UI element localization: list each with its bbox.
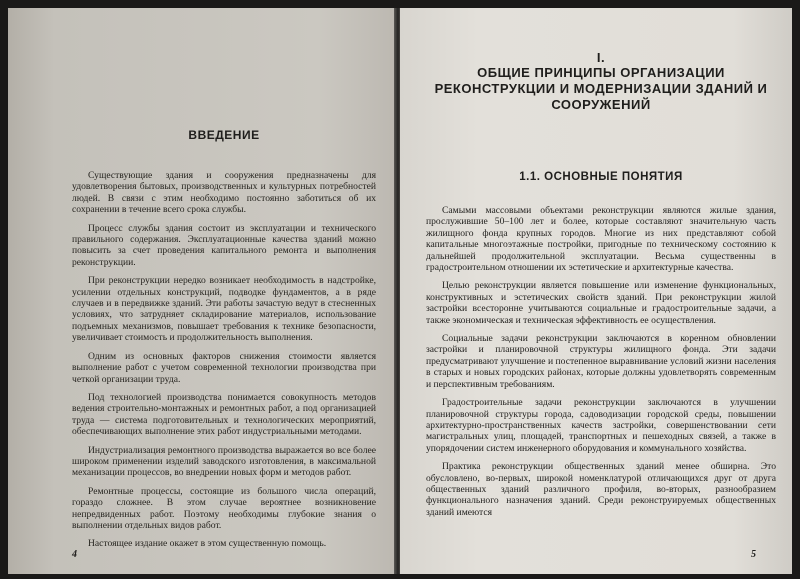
page-number-left: 4 <box>72 549 77 560</box>
left-paragraph-2: Процесс службы здания состоит из эксплуатации и технического правильного содержания. Эксплуатационные качества зданий можно повысить за счет проведения капитального ремонта и выполнения реконструкции. <box>72 222 376 268</box>
left-paragraph-7: Ремонтные процессы, состоящие из большого числа операций, гораздо сложнее. В этом случае вероятнее возникновение непредвиденных работ. Поэтому необходимы глубокие знания о выполнении отдельных видов работ. <box>72 485 376 531</box>
introduction-heading: ВВЕДЕНИЕ <box>188 128 260 142</box>
left-paragraph-8: Настоящее издание окажет в этом существенную помощь. <box>88 538 327 550</box>
right-paragraph-1: Самыми массовыми объектами реконструкции являются жилые здания, прослужившие 50–100 лет и более, которые составляют значительную часть жилищного фонда крупных городов. Многие из них представляют собой капитальные многоэтажные постройки, пригодные по техническому состоянию к дальнейшей продолжительной эксплуатации. Весьма существенны в градостроительном отношении их эстетические и архитектурные качества. <box>426 205 776 274</box>
right-paragraph-2: Целью реконструкции является повышение или изменение функциональных, конструктивных и эстетических свойств зданий. При реконструкции жилой застройки всесторонне учитываются социальные и градостроительные задачи, а также экономическая и техническая эффективность ее осуществления. <box>426 280 776 326</box>
right-paragraph-3: Социальные задачи реконструкции заключаются в коренном обновлении застройки и планировочной структуры жилищного фонда. Эти задачи предусматривают улучшение и постепенное выравнивание условий жизни населения в старых и новых городских районах, которые должны удовлетворять современным и перспективным требованиям. <box>426 333 776 390</box>
right-paragraph-5: Практика реконструкции общественных зданий менее обширна. Это обусловлено, во-первых, широкой номенклатурой отличающихся друг от друга общественных зданий различного профиля, во-вторых, разнообразием функционального назначения зданий. Среди реконструируемых общественных зданий имеются <box>426 461 776 518</box>
left-paragraph-3: При реконструкции нередко возникает необходимость в надстройке, усилении отдельных конструкций, подводке фундаментов, а в ряде случаев и в передвижке зданий. Эти работы зачастую ведут в стесненных условиях, что затрудняет складирование материалов, использование подъемных механизмов, повышает требования к технике безопасности, увеличивает стоимость и продолжительность выполнения. <box>72 275 376 344</box>
page-number-right: 5 <box>751 549 756 560</box>
left-paragraph-5: Под технологией производства понимается совокупность методов ведения строительно-монтажных и ремонтных работ, а под организацией труда — система подготовительных и технологических мероприятий, обеспечивающих выполнение этих работ индустриальными методами. <box>72 391 376 438</box>
left-page <box>8 8 396 574</box>
right-page <box>400 8 792 574</box>
left-paragraph-6: Индустриализация ремонтного производства выражается во все более широком применении изделий заводского изготовления, в максимальной механизации процессов, во внедрении новых форм и методов работ. <box>72 444 376 479</box>
left-paragraph-4: Одним из основных факторов снижения стоимости является выполнение работ с учетом современной технологии производства при четкой организации труда. <box>72 350 376 385</box>
chapter-title: ОБЩИЕ ПРИНЦИПЫ ОРГАНИЗАЦИИ РЕКОНСТРУКЦИИ И МОДЕРНИЗАЦИИ ЗДАНИЙ И СООРУЖЕНИЙ <box>434 65 768 112</box>
section-title: 1.1. ОСНОВНЫЕ ПОНЯТИЯ <box>519 171 683 183</box>
chapter-number: I. <box>596 50 606 65</box>
right-paragraph-4: Градостроительные задачи реконструкции заключаются в улучшении планировочной структуры города, садоводизации городской среды, повышении архитектурно-пространственных качеств застройки, совершенствовании сети магистральных улиц, площадей, транспортных и пешеходных связей, а также в упорядочении систем инженерного оборудования и коммунального хозяйства. <box>426 397 776 454</box>
left-paragraph-1: Существующие здания и сооружения предназначены для удовлетворения бытовых, производственных и культурных потребностей людей. В связи с этим необходимо постоянно заботиться об их сохранении в течение всего срока службы. <box>72 170 376 216</box>
